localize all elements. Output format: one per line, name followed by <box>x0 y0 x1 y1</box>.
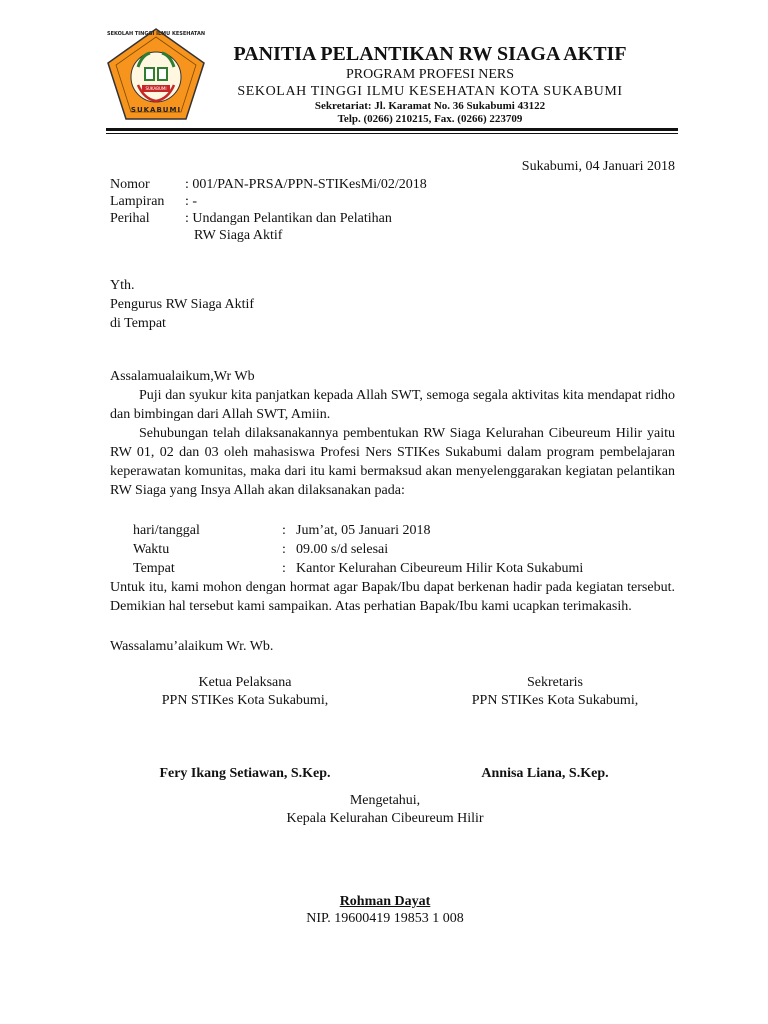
signer-left-name: Fery Ikang Setiawan, S.Kep. <box>159 766 331 781</box>
signer-left-role: Ketua Pelaksana <box>198 675 292 690</box>
logo-arc-text: SEKOLAH TINGGI ILMU KESEHATAN <box>106 31 206 37</box>
recipient-salutation: Yth. <box>110 278 135 293</box>
paragraph-3: Untuk itu, kami mohon dengan hormat agar Bapak/Ibu dapat berkenan hadir pada kegiatan tersebut. Demikian hal tersebut kami sampaikan. Atas perhatian Bapak/Ibu kami ucapkan terimakasih. <box>110 580 675 614</box>
letterhead-title: PANITIA PELANTIKAN RW SIAGA AKTIF <box>233 43 627 65</box>
detail-time-label: Waktu <box>133 542 170 557</box>
detail-place-sep: : <box>282 561 286 576</box>
acknowledged-role: Kepala Kelurahan Cibeureum Hilir <box>286 811 484 826</box>
recipient-location: di Tempat <box>110 316 166 331</box>
letter-date: Sukabumi, 04 Januari 2018 <box>521 159 675 174</box>
detail-time-sep: : <box>282 542 286 557</box>
recipient-name: Pengurus RW Siaga Aktif <box>110 297 255 312</box>
lampiran-label: Lampiran <box>110 194 165 209</box>
perihal-value: : Undangan Pelantikan dan Pelatihan <box>185 211 392 226</box>
detail-date-sep: : <box>282 523 286 538</box>
logo-ribbon-text: SUKABUMI <box>145 86 167 91</box>
logo-bottom-text: SUKABUMI <box>130 106 182 114</box>
acknowledged-name-text: Rohman Dayat <box>339 894 431 909</box>
signer-right-org: PPN STIKes Kota Sukabumi, <box>471 693 639 708</box>
signer-left-org: PPN STIKes Kota Sukabumi, <box>161 693 329 708</box>
closing: Wassalamu’alaikum Wr. Wb. <box>110 639 274 654</box>
letterhead-phone: Telp. (0266) 210215, Fax. (0266) 223709 <box>337 113 523 125</box>
letterhead-school: SEKOLAH TINGGI ILMU KESEHATAN KOTA SUKABUMI <box>237 84 623 99</box>
perihal-value-continued: RW Siaga Aktif <box>194 228 283 243</box>
paragraph-1: Puji dan syukur kita panjatkan kepada Allah SWT, semoga segala aktivitas kita mendapat ridho dan bimbingan dari Allah SWT, Amiin. <box>110 388 675 422</box>
header-divider-thin <box>106 133 678 134</box>
greeting: Assalamualaikum,Wr Wb <box>110 369 255 384</box>
detail-place-label: Tempat <box>133 561 175 576</box>
signer-right-role: Sekretaris <box>527 675 583 690</box>
detail-place-value: Kantor Kelurahan Cibeureum Hilir Kota Sukabumi <box>296 561 584 576</box>
acknowledged-label: Mengetahui, <box>349 793 421 808</box>
perihal-label: Perihal <box>110 211 150 226</box>
detail-date-label: hari/tanggal <box>133 523 200 538</box>
detail-time-value: 09.00 s/d selesai <box>296 542 389 557</box>
nomor-label: Nomor <box>110 177 150 192</box>
letterhead-address: Sekretariat: Jl. Karamat No. 36 Sukabumi 43122 <box>314 100 546 112</box>
detail-date-value: Jum’at, 05 Januari 2018 <box>296 523 431 538</box>
acknowledged-nip: NIP. 19600419 19853 1 008 <box>306 911 464 926</box>
paragraph-2: Sehubungan telah dilaksanakannya pembentukan RW Siaga Kelurahan Cibeureum Hilir yaitu RW 01, 02 dan 03 oleh mahasiswa Profesi Ners STIKes Sukabumi dalam program pembelajaran keperawatan komunitas, maka dari itu kami bermaksud akan menyelenggarakan kegiatan pelantikan RW Siaga yang Insya Allah akan dilaksanakan pada: <box>110 426 675 498</box>
header-divider-thick <box>106 128 678 131</box>
letterhead-program: PROGRAM PROFESI NERS <box>345 67 515 82</box>
lampiran-value: : - <box>185 194 198 209</box>
signer-right-name: Annisa Liana, S.Kep. <box>481 766 609 781</box>
nomor-value: : 001/PAN-PRSA/PPN-STIKesMi/02/2018 <box>185 177 427 192</box>
